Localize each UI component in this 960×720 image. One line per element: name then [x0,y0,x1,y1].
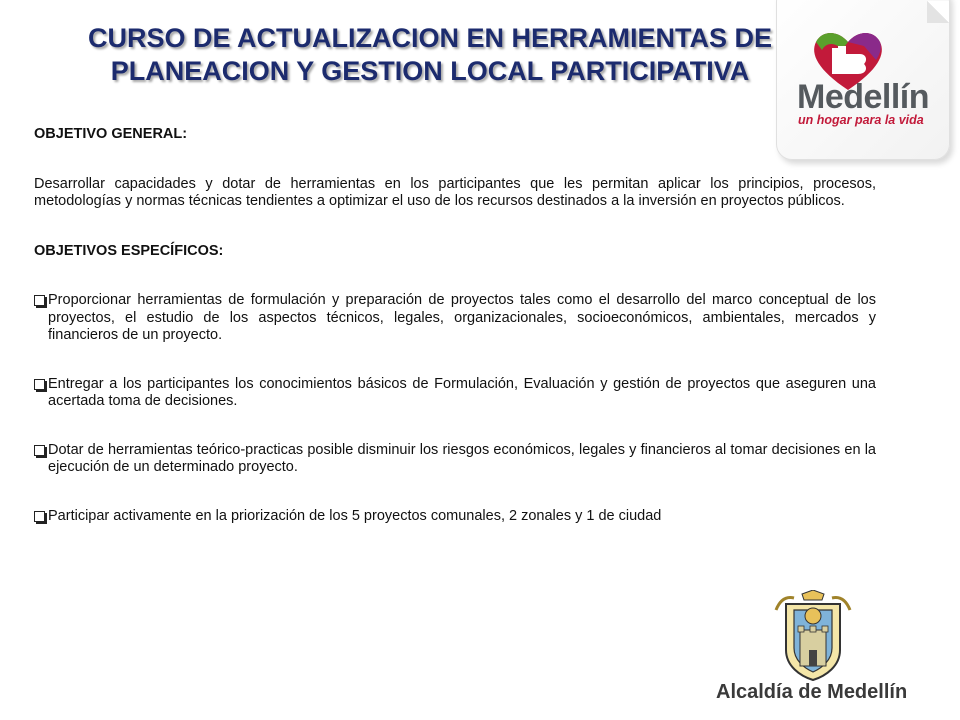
checkbox-bullet-icon [34,295,45,306]
page-curl-decoration [927,1,949,23]
list-item [34,292,876,345]
list-item [34,442,876,477]
alcaldia-crest-icon [766,590,860,682]
title-line-2: PLANEACION Y GESTION LOCAL PARTICIPATIVA [110,56,750,86]
list-item [34,376,876,411]
checkbox-bullet-icon [34,511,45,522]
checkbox-bullet-icon [34,445,45,456]
objetivos-especificos-heading: OBJETIVOS ESPECÍFICOS: [34,242,224,259]
objetivo-general-heading: OBJETIVO GENERAL: [34,126,188,142]
medellin-wordmark: Medellín [797,78,930,116]
list-item [34,508,876,526]
list-item-text: Entregar a los participantes los conocimientos básicos de Formulación, Evaluación y gestión de proyectos que aseguren una acertada toma de decisiones. [48,375,876,409]
list-item-text: Participar activamente en la priorización de los 5 proyectos comunales, 2 zonales y 1 de ciudad [48,507,662,524]
objetivo-general-text: Desarrollar capacidades y dotar de herramientas en los participantes que les permitan aplicar los principios, procesos, metodologías y normas técnicas tendientes a optimizar el uso de los recursos destinados a la inversión en proyectos públicos. [34,175,876,209]
medellin-tagline: un hogar para la vida [798,113,924,127]
checkbox-bullet-icon [34,379,45,390]
list-item-text: Dotar de herramientas teórico-practicas posible disminuir los riesgos económicos, legales y financieros al tomar decisiones en la ejecución de un determinado proyecto. [48,441,876,475]
slide-content [34,126,876,525]
list-item-text: Proporcionar herramientas de formulación y preparación de proyectos tales como el desarrollo del marco conceptual de los proyectos, el estudio de los aspectos técnicos, legales, organizacionales, socioeconómicos, ambientales, mercados y financieros de un proyecto. [48,292,876,343]
alcaldia-de-medellin-label: Alcaldía de Medellín [716,681,908,703]
slide-title [40,22,820,88]
title-line-1: CURSO DE ACTUALIZACION EN HERRAMIENTAS DE [87,23,772,53]
